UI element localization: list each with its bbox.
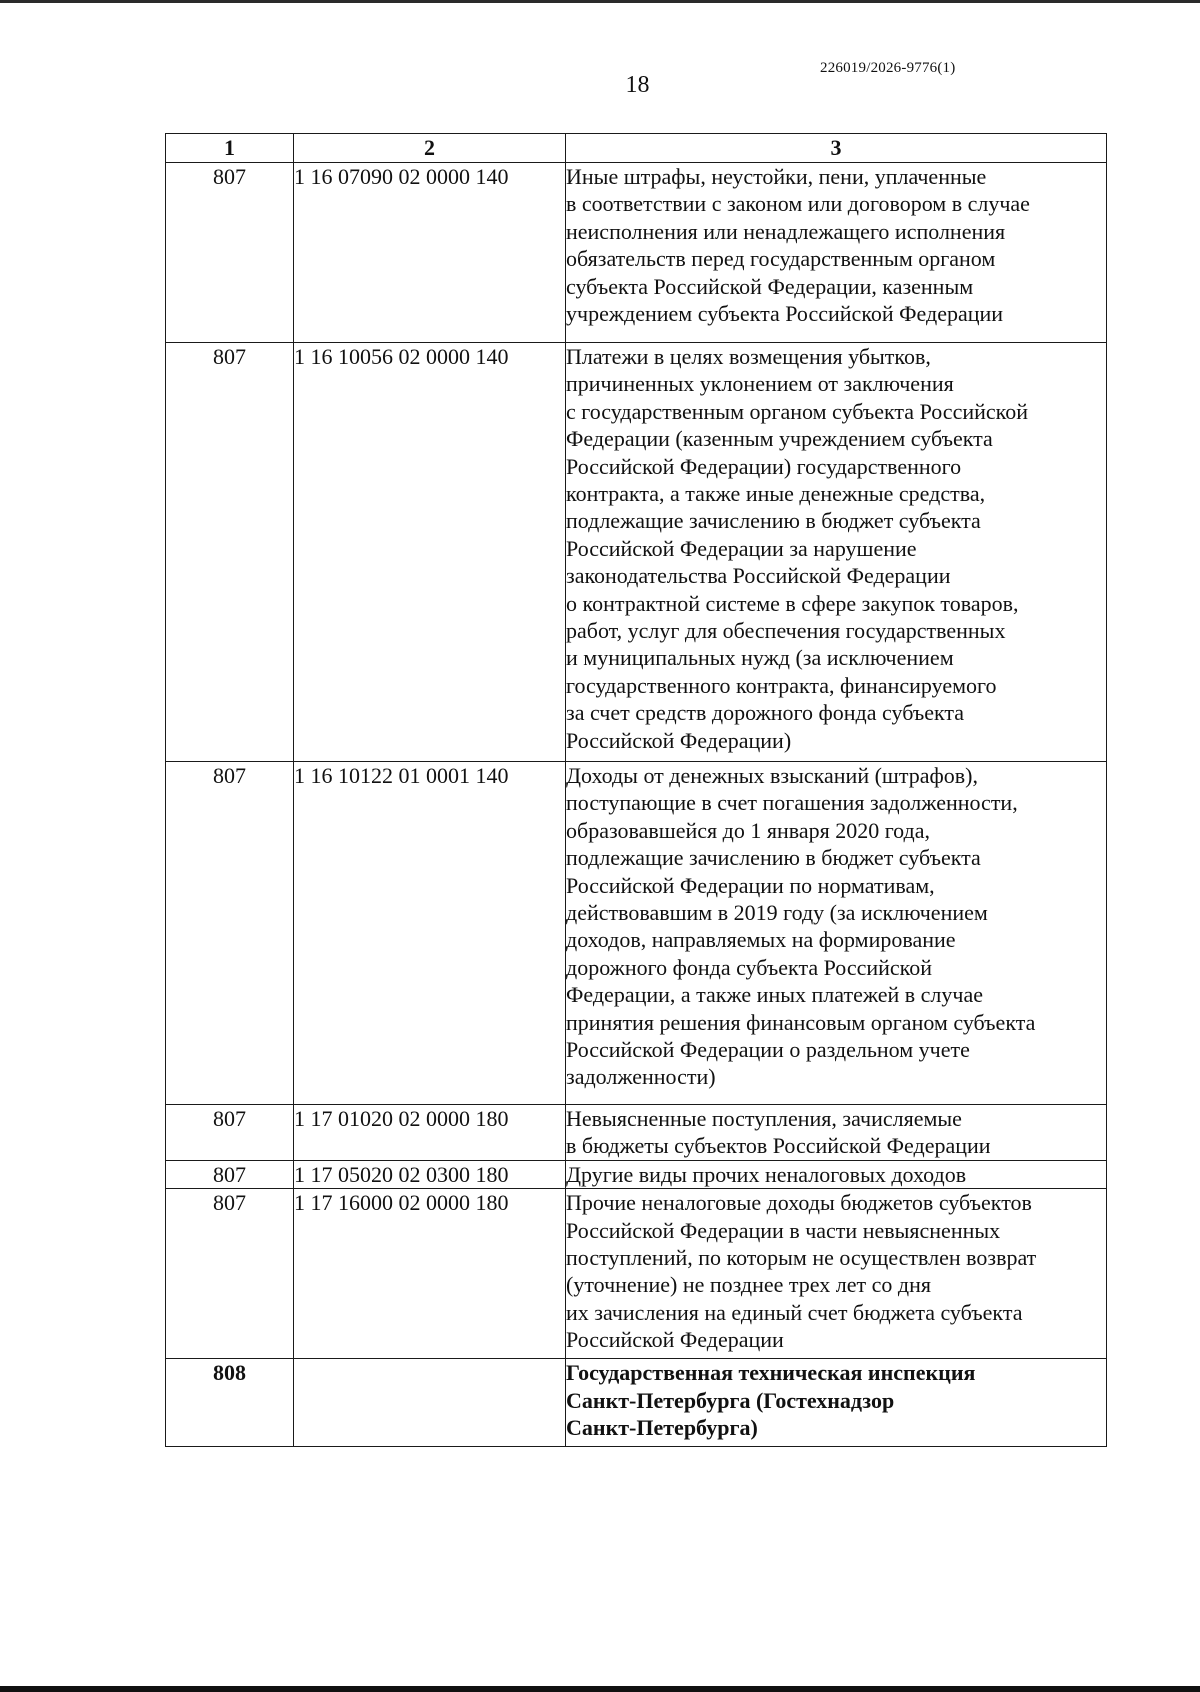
description-cell — [566, 1160, 1107, 1188]
description-line: субъекта Российской Федерации, казенным — [566, 273, 974, 299]
table-row — [166, 1189, 1107, 1359]
description-line: Санкт-Петербурга (Гостехнадзор — [566, 1387, 895, 1413]
description-line: Российской Федерации за нарушение — [566, 535, 917, 561]
description-cell — [566, 1359, 1107, 1447]
description-line: подлежащие зачислению в бюджет субъекта — [566, 845, 981, 871]
column-header-2: 2 — [294, 134, 566, 163]
description-line: Доходы от денежных взысканий (штрафов), — [566, 763, 978, 788]
description-cell — [566, 163, 1107, 343]
budget-code-cell: 1 16 10056 02 0000 140 — [294, 343, 566, 762]
table-row-section-header — [166, 1359, 1107, 1447]
table-row — [166, 762, 1107, 1105]
description-line: Российской Федерации) — [566, 727, 792, 753]
description-line: Платежи в целях возмещения убытков, — [566, 344, 931, 369]
budget-code-cell: 1 17 16000 02 0000 180 — [294, 1189, 566, 1359]
column-header-3: 3 — [566, 134, 1107, 163]
description-cell — [566, 343, 1107, 762]
description-line: Российской Федерации по нормативам, — [566, 872, 935, 898]
description-line: подлежащие зачислению в бюджет субъекта — [566, 508, 981, 534]
description-line: обязательств перед государственным органом — [566, 246, 996, 272]
description-line: Российской Федерации — [566, 1327, 784, 1353]
description-line: доходов, направляемых на формирование — [566, 927, 956, 953]
description-cell — [566, 1189, 1107, 1359]
description-line: в бюджеты субъектов Российской Федерации — [566, 1133, 991, 1159]
budget-code-cell: 1 16 10122 01 0001 140 — [294, 762, 566, 1105]
description-line: Федерации (казенным учреждением субъекта — [566, 426, 993, 452]
description-line: поступлений, по которым не осуществлен возврат — [566, 1245, 1037, 1271]
description-line: Российской Федерации в части невыясненных — [566, 1217, 1001, 1243]
description-line: Прочие неналоговые доходы бюджетов субъектов — [566, 1190, 1032, 1216]
description-line: с государственным органом субъекта Российской — [566, 398, 1028, 424]
table-row — [166, 343, 1107, 762]
description-line: поступающие в счет погашения задолженности, — [566, 790, 1018, 816]
description-line: в соответствии с законом или договором в случае — [566, 191, 1030, 217]
table-row — [166, 1160, 1107, 1188]
document-number: 226019/2026-9776(1) — [820, 60, 956, 76]
top-border-rule — [0, 0, 1200, 3]
description-line: (уточнение) не позднее трех лет со дня — [566, 1272, 931, 1298]
description-line: их зачисления на единый счет бюджета субъекта — [566, 1299, 1023, 1325]
description-line: принятия решения финансовым органом субъекта — [566, 1009, 1036, 1035]
budget-code-cell — [294, 1359, 566, 1447]
admin-code-cell: 807 — [166, 343, 294, 762]
description-cell — [566, 762, 1107, 1105]
description-line: государственного контракта, финансируемого — [566, 672, 997, 698]
description-line: и муниципальных нужд (за исключением — [566, 645, 954, 671]
description-line: Невыясненные поступления, зачисляемые — [566, 1106, 962, 1131]
page-number: 18 — [625, 72, 650, 98]
budget-code-cell: 1 17 01020 02 0000 180 — [294, 1105, 566, 1161]
description-line: образовавшейся до 1 января 2020 года, — [566, 817, 930, 843]
description-line: Другие виды прочих неналоговых доходов — [566, 1161, 967, 1187]
description-line: Российской Федерации о раздельном учете — [566, 1037, 970, 1063]
description-line: задолженности) — [566, 1064, 716, 1090]
description-line: Иные штрафы, неустойки, пени, уплаченные — [566, 164, 987, 189]
description-line: о контрактной системе в сфере закупок товаров, — [566, 590, 1019, 616]
table-row — [166, 163, 1107, 343]
description-line: причиненных уклонением от заключения — [566, 371, 954, 397]
table-row — [166, 1105, 1107, 1161]
description-cell — [566, 1105, 1107, 1161]
description-line: учреждением субъекта Российской Федерации — [566, 301, 1004, 327]
budget-code-cell: 1 16 07090 02 0000 140 — [294, 163, 566, 343]
admin-code-cell: 807 — [166, 163, 294, 343]
description-line: неисполнения или ненадлежащего исполнения — [566, 218, 1006, 244]
budget-codes-table — [165, 133, 1107, 1447]
column-header-1: 1 — [166, 134, 294, 163]
budget-code-cell: 1 17 05020 02 0300 180 — [294, 1160, 566, 1188]
description-line: дорожного фонда субъекта Российской — [566, 954, 933, 980]
admin-code-cell: 807 — [166, 1160, 294, 1188]
admin-code-cell: 808 — [166, 1359, 294, 1447]
description-line: Российской Федерации) государственного — [566, 453, 962, 479]
description-line: работ, услуг для обеспечения государственных — [566, 618, 1006, 644]
bottom-border-rule — [0, 1686, 1200, 1692]
description-line: действовавшим в 2019 году (за исключением — [566, 900, 988, 926]
admin-code-cell: 807 — [166, 1105, 294, 1161]
description-line: Санкт-Петербурга) — [566, 1415, 758, 1441]
description-line: за счет средств дорожного фонда субъекта — [566, 700, 965, 726]
description-line: Государственная техническая инспекция — [566, 1360, 976, 1386]
admin-code-cell: 807 — [166, 1189, 294, 1359]
description-line: Федерации, а также иных платежей в случае — [566, 982, 984, 1008]
description-line: контракта, а также иные денежные средства, — [566, 481, 986, 507]
admin-code-cell: 807 — [166, 762, 294, 1105]
description-line: законодательства Российской Федерации — [566, 563, 951, 589]
table-header-row — [166, 134, 1107, 163]
